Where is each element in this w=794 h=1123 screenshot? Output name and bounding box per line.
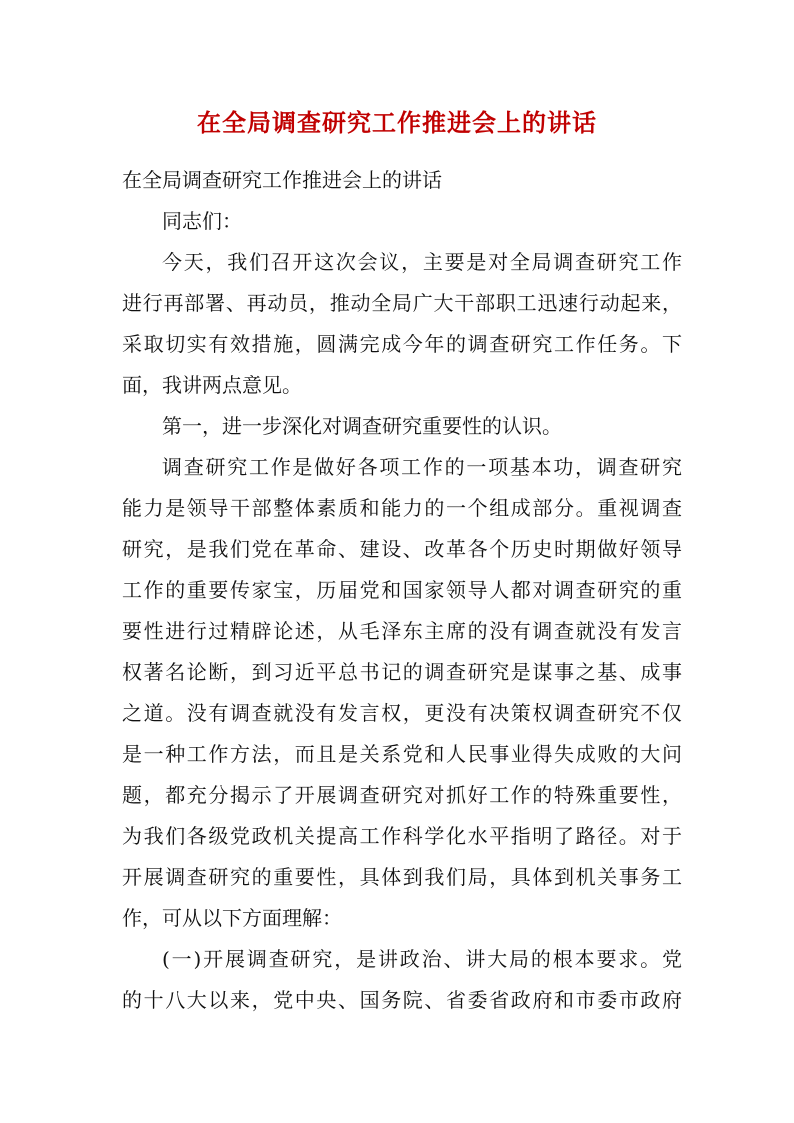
paragraph-line: 第一，进一步深化对调查研究重要性的认识。 [162, 414, 562, 438]
paragraph-line: 在全局调查研究工作推进会上的讲话 [122, 168, 442, 192]
paragraph-line: 同志们： [162, 209, 242, 233]
paragraph-line: 为我们各级党政机关提高工作科学化水平指明了路径。对于 [122, 824, 682, 848]
paragraph-line: (一)开展调查研究，是讲政治、讲大局的根本要求。党 [162, 947, 682, 971]
paragraph-line: 进行再部署、再动员，推动全局广大干部职工迅速行动起来， [122, 291, 682, 315]
paragraph-line: 面，我讲两点意见。 [122, 373, 302, 397]
document-body [122, 160, 682, 1021]
paragraph-line: 之道。没有调查就没有发言权，更没有决策权调查研究不仅 [122, 701, 682, 725]
paragraph-line: 题，都充分揭示了开展调查研究对抓好工作的特殊重要性， [122, 783, 682, 807]
paragraph-line: 是一种工作方法，而且是关系党和人民事业得失成败的大问 [122, 742, 682, 766]
paragraph-line: 采取切实有效措施，圆满完成今年的调查研究工作任务。下 [122, 332, 682, 356]
paragraph-line: 能力是领导干部整体素质和能力的一个组成部分。重视调查 [122, 496, 682, 520]
paragraph-line: 工作的重要传家宝，历届党和国家领导人都对调查研究的重 [122, 578, 682, 602]
paragraph-line: 要性进行过精辟论述，从毛泽东主席的没有调查就没有发言 [122, 619, 682, 643]
paragraph-line: 研究，是我们党在革命、建设、改革各个历史时期做好领导 [122, 537, 682, 561]
paragraph-line: 开展调查研究的重要性，具体到我们局，具体到机关事务工 [122, 865, 682, 889]
paragraph-line: 调查研究工作是做好各项工作的一项基本功，调查研究 [162, 455, 682, 479]
document-title: 在全局调查研究工作推进会上的讲话 [197, 108, 597, 137]
paragraph-line: 权著名论断，到习近平总书记的调查研究是谋事之基、成事 [122, 660, 682, 684]
paragraph-line: 作，可从以下方面理解： [122, 906, 342, 930]
paragraph-line: 的十八大以来，党中央、国务院、省委省政府和市委市政府 [122, 988, 682, 1012]
paragraph-line: 今天，我们召开这次会议，主要是对全局调查研究工作 [162, 250, 682, 274]
